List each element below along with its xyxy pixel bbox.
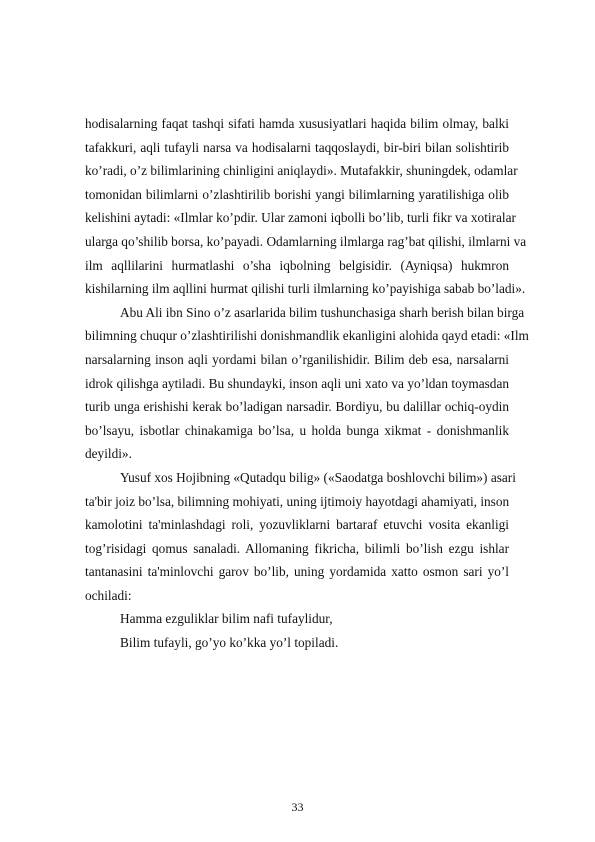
text-line: turib unga erishishi kerak bo’ladigan narsadir. Bordiyu, bu dalillar ochiq-oydin [85,399,509,415]
text-line: tafakkuri, aqli tufayli narsa va hodisalarni taqqoslaydi, bir-biri bilan solishtirib [85,139,509,155]
text-line: kishilarning ilm aqllini hurmat qilishi turli ilmlarning ko’payishiga sabab bo’ladi». [85,281,526,297]
text-line: ularga qo’shilib borsa, ko’payadi. Odamlarning ilmlarga rag’bat qilishi, ilmlarni va [85,233,527,249]
text-line: kelishini aytadi: «Ilmlar ko’pdir. Ular zamoni iqbolli bo’lib, turli fikr va xotiralar [85,210,516,226]
text-line: tantanasini ta'minlovchi garov bo’lib, uning yordamida xatto osmon sari yo’l [85,564,509,580]
text-line: ta'bir joiz bo’lsa, bilimning mohiyati, uning ijtimoiy hayotdagi ahamiyati, inson [85,493,510,509]
text-line: bo’lsayu, isbotlar chinakamiga bo’lsa, u holda bunga xikmat - donishmanlik [85,422,509,438]
text-line: hodisalarning faqat tashqi sifati hamda xususiyatlari haqida bilim olmay, balki [85,116,509,131]
verse-line: Hamma ezguliklar bilim nafi tufaylidur, [120,611,333,627]
text-line: ochiladi: [85,587,132,603]
page-number: 33 [291,800,304,814]
text-line: ilm aqllilarini hurmatlashi o’sha iqbolning belgisidir. (Ayniqsa) hukmron [85,257,509,273]
text-line: narsalarning inson aqli yordami bilan o’rganilishidir. Bilim deb esa, narsalarni [85,351,509,367]
text-line: deyildi». [85,446,132,462]
text-line: Yusuf xos Hojibning «Qutadqu bilig» («Saodatga boshlovchi bilim») asari [120,469,516,485]
text-line: idrok qilishga aytiladi. Bu shundayki, inson aqli uni xato va yo’ldan toymasdan [85,375,509,391]
text-line: ko’radi, o’z bilimlarining chinligini aniqlaydi». Mutafakkir, shuningdek, odamlar [85,163,518,179]
text-line: tomonidan bilimlarni o’zlashtirilib borishi yangi bilimlarning yaratilishiga olib [85,186,509,202]
verse-line: Bilim tufayli, go’yo ko’kka yo’l topiladi. [120,635,339,651]
document-body [85,112,529,655]
text-line: kamolotini ta'minlashdagi roli, yozuvliklarni bartaraf etuvchi vosita ekanligi [85,517,509,533]
text-line: tog’risidagi qomus sanaladi. Allomaning fikricha, bilimli bo’lish ezgu ishlar [85,540,509,556]
text-line: bilimning chuqur o’zlashtirilishi donishmandlik ekanligini alohida qayd etadi: «Ilm [85,328,529,344]
text-line: Abu Ali ibn Sino o’z asarlarida bilim tushunchasiga sharh berish bilan birga [120,304,525,320]
